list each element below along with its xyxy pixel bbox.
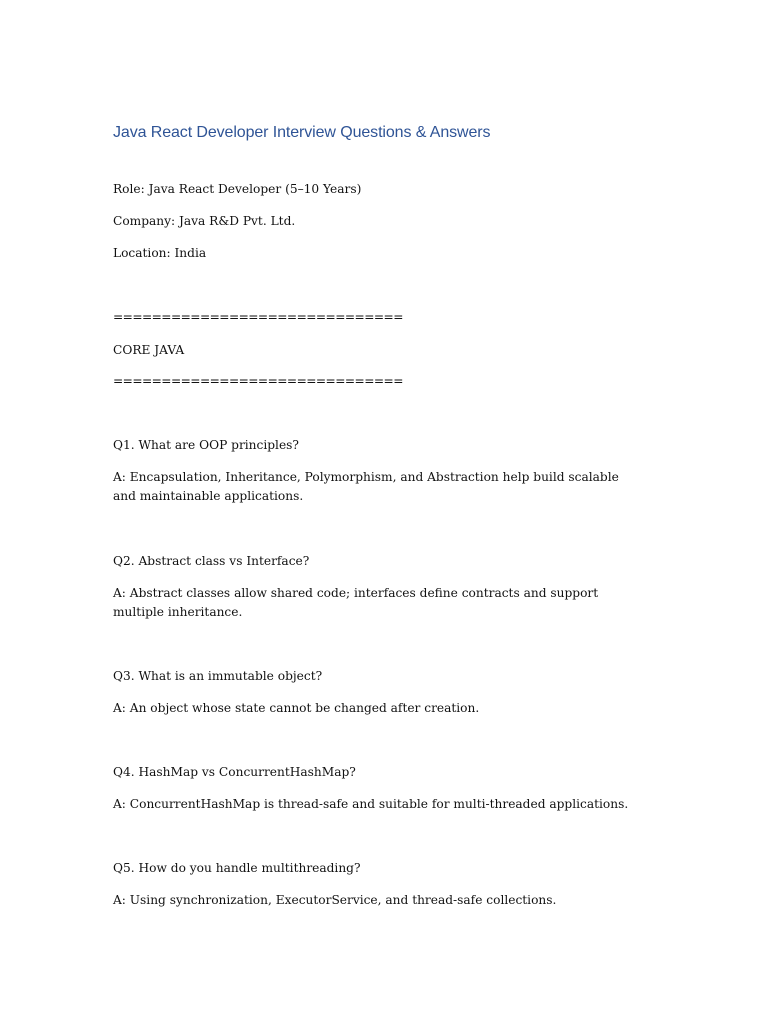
question-1: Q1. What are OOP principles? — [113, 438, 299, 452]
question-2: Q2. Abstract class vs Interface? — [113, 554, 310, 568]
company-line: Company: Java R&D Pvt. Ltd. — [113, 214, 296, 228]
answer-5: A: Using synchronization, ExecutorService, and thread-safe collections. — [113, 893, 557, 907]
answer-2: A: Abstract classes allow shared code; interfaces define contracts and support multiple inheritance. — [113, 586, 599, 619]
question-3: Q3. What is an immutable object? — [113, 669, 323, 683]
answer-1: A: Encapsulation, Inheritance, Polymorphism, and Abstraction help build scalable and maintainable applications. — [113, 470, 619, 503]
section-heading: CORE JAVA — [113, 343, 185, 357]
separator-bottom: ============================== — [113, 374, 403, 388]
question-4: Q4. HashMap vs ConcurrentHashMap? — [113, 765, 356, 779]
answer-3: A: An object whose state cannot be changed after creation. — [113, 701, 480, 715]
question-5: Q5. How do you handle multithreading? — [113, 861, 361, 875]
separator-top: ============================== — [113, 310, 403, 324]
answer-4: A: ConcurrentHashMap is thread-safe and suitable for multi-threaded applications. — [113, 797, 629, 811]
document-title: Java React Developer Interview Questions & Answers — [113, 124, 491, 141]
location-line: Location: India — [113, 246, 207, 260]
role-line: Role: Java React Developer (5–10 Years) — [113, 182, 362, 196]
